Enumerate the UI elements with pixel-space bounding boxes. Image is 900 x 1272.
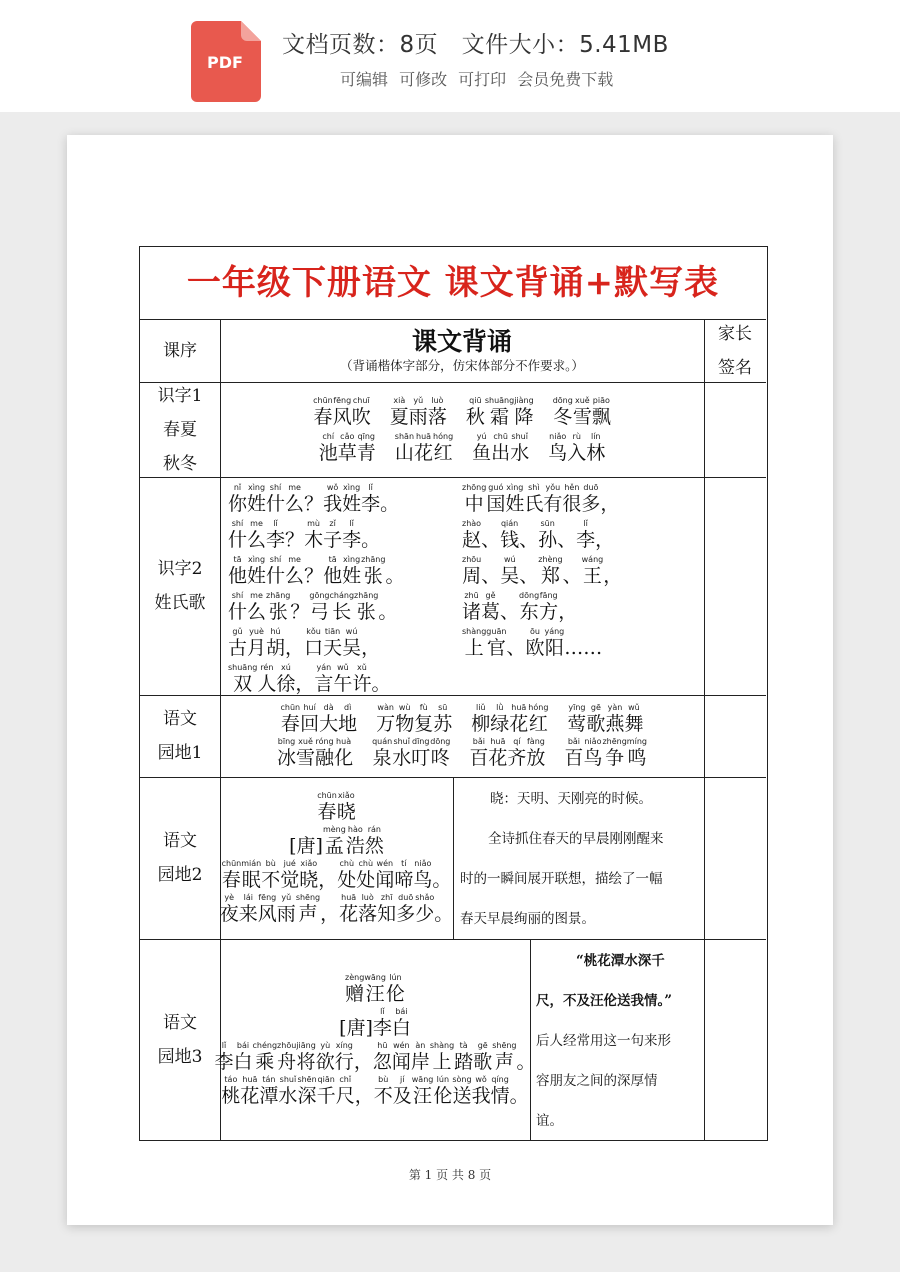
ruby-char: tiān 天 <box>323 627 343 659</box>
ruby-char: ， <box>295 673 315 695</box>
ruby-char: yǔ 雨 <box>276 893 296 925</box>
ruby-char: xǔ 许 <box>352 663 372 695</box>
ruby-char: tā 他 <box>228 555 248 587</box>
ruby-char: shuāng 霜 <box>484 395 515 428</box>
ruby-char: lǐ 李 <box>214 1040 234 1073</box>
ruby-char: hóng 红 <box>528 703 549 735</box>
ruby-char: huí 回 <box>300 703 320 735</box>
ruby-char: lín 林 <box>586 431 606 464</box>
ruby-char: tà 踏 <box>454 1040 474 1073</box>
ruby-char: zhī 知 <box>377 893 397 925</box>
ruby-line <box>462 483 700 515</box>
row2-right-verse <box>462 483 700 693</box>
ruby-char: wǔ 舞 <box>624 703 644 735</box>
ruby-char: ， <box>600 493 620 515</box>
header-order: 课序 <box>163 340 197 361</box>
row4-poem <box>220 779 453 937</box>
ruby-char: rán 然 <box>364 825 384 857</box>
ruby-char: hū 忽 <box>372 1040 392 1073</box>
ruby-char: 、 <box>500 601 520 623</box>
ruby-char: qiān 千 <box>316 1074 336 1107</box>
ruby-char: ？ <box>290 601 310 623</box>
row3-content <box>220 695 704 777</box>
row1-label: 识字1 春夏 秋冬 <box>157 385 203 474</box>
ruby-char: lún 伦 <box>385 972 405 1005</box>
ruby-char: ， <box>354 1084 374 1107</box>
ruby-char: zhāng 张 <box>354 591 379 623</box>
ruby-char: huā 花 <box>240 1074 260 1107</box>
ruby-char: wāng 汪 <box>411 1074 434 1107</box>
ruby-char: shēn 深 <box>297 1074 317 1107</box>
ruby-char: qīng 青 <box>356 431 376 464</box>
ruby-char: lǐ 李 <box>372 1006 392 1039</box>
ruby-char: jué 觉 <box>280 859 300 891</box>
ruby-char: wǒ 我 <box>323 483 343 515</box>
ruby-char: tā 他 <box>323 555 343 587</box>
ruby-char: xìng 姓 <box>342 483 362 515</box>
ruby-char: huā 花 <box>339 893 359 925</box>
ruby-char: xìng 姓 <box>342 555 362 587</box>
ruby-char: ōu 欧 <box>525 627 545 659</box>
ruby-char: dà 大 <box>319 703 339 735</box>
ruby-char: xuě 雪 <box>296 737 316 769</box>
ruby-char: xíng 行 <box>334 1040 354 1073</box>
ruby-char: bái 白 <box>233 1040 253 1073</box>
poem-title <box>345 973 405 1005</box>
ruby-char: me 么 <box>285 483 305 515</box>
ruby-char: chūn 春 <box>313 395 333 428</box>
poem-author <box>339 1007 411 1039</box>
ruby-char: quán 泉 <box>372 737 393 769</box>
ruby-char: zhào 赵 <box>462 519 482 551</box>
ruby-char: me 么 <box>247 519 267 551</box>
ruby-char: liǔ 柳 <box>471 703 491 735</box>
ruby-char: ， <box>361 637 381 659</box>
ruby-char: qián 钱 <box>500 519 520 551</box>
ruby-char: chéng 乘 <box>252 1040 278 1073</box>
ruby-char: shí 什 <box>266 555 286 587</box>
recitation-table <box>139 246 768 1141</box>
ruby-line <box>228 555 458 587</box>
ruby-char: wú 吴 <box>342 627 362 659</box>
ruby-char: bǎi 百 <box>469 737 489 769</box>
ruby-char: zhōng 中 <box>462 483 487 515</box>
ruby-char: zhōu 舟 <box>277 1040 297 1073</box>
svg-text:PDF: PDF <box>207 53 243 72</box>
ruby-char: wáng 王 <box>581 555 604 587</box>
ruby-char: yù 欲 <box>315 1040 335 1073</box>
ruby-char: yǔ 雨 <box>408 395 428 428</box>
ruby-char: mù 木 <box>304 519 324 551</box>
row2-left-verse <box>228 483 458 693</box>
ruby-char: yán 言 <box>314 663 334 695</box>
ruby-char: bīng 冰 <box>277 737 297 769</box>
ruby-char: zhāng 张 <box>361 555 386 587</box>
ruby-char: luò 落 <box>358 893 378 925</box>
ruby-char: huā 花 <box>509 703 529 735</box>
ruby-line <box>462 519 700 551</box>
ruby-char: 、 <box>506 637 526 659</box>
ruby-char: xìng 姓 <box>247 483 267 515</box>
ruby-char: 、 <box>562 565 582 587</box>
ruby-char: sū 苏 <box>433 703 453 735</box>
ruby-char: lǐ 李 <box>576 519 596 551</box>
row3-label: 语文 园地1 <box>157 709 203 763</box>
ruby-char: zhū 诸 <box>462 591 482 623</box>
ruby-char: gě 葛 <box>481 591 501 623</box>
ruby-char: chūn 春 <box>317 791 337 823</box>
ruby-char: yè 夜 <box>219 893 239 925</box>
ruby-char: shí 什 <box>228 591 248 623</box>
ruby-char: shuǐ 水 <box>392 737 412 769</box>
ruby-char: lǐ 李 <box>361 483 381 515</box>
ruby-char: fàng 放 <box>526 737 546 769</box>
row2-label: 识字2 姓氏歌 <box>154 559 206 613</box>
ruby-char: chū 出 <box>491 431 511 464</box>
ruby-char: ， <box>353 1050 373 1073</box>
row5-note: “桃花潭水深千 尺，不及汪伦送我情。” 后人经常用这一句来形 容朋友之间的深厚情 谊。 <box>536 953 673 1129</box>
ruby-char: wǔ 午 <box>333 663 353 695</box>
download-info-bar <box>0 0 900 112</box>
ruby-char: huā 花 <box>414 431 434 464</box>
ruby-line <box>277 737 647 769</box>
ruby-line <box>228 627 458 659</box>
ruby-char: rén 人 <box>257 663 277 695</box>
ruby-char: chūn 春 <box>221 859 242 891</box>
ruby-char: cǎo 草 <box>337 431 357 464</box>
ruby-char: xú 徐 <box>276 663 296 695</box>
ruby-char: shí 什 <box>266 483 286 515</box>
ruby-char: bǎi 百 <box>564 737 584 769</box>
ruby-char: zhāng 张 <box>266 591 291 623</box>
header-recitation-note: （背诵楷体字部分，仿宋体部分不作要求。） <box>340 357 584 373</box>
ruby-char: chǐ 尺 <box>335 1074 355 1107</box>
ruby-char: 、 <box>557 529 577 551</box>
ruby-char: mèng 孟 <box>322 825 346 857</box>
ruby-char: 。 <box>371 673 391 695</box>
ruby-char: jí 及 <box>392 1074 412 1107</box>
ruby-char: shēng 声 <box>295 893 321 925</box>
ruby-char: lún 伦 <box>433 1074 453 1107</box>
ruby-char: 。 <box>361 529 381 551</box>
ruby-char: xìng 姓 <box>505 483 525 515</box>
ruby-char <box>452 703 471 735</box>
ruby-char <box>447 396 466 428</box>
row5-label: 语文 园地3 <box>157 1012 203 1067</box>
ruby-line <box>313 396 611 428</box>
ruby-char: wǒ 我 <box>471 1074 491 1107</box>
ruby-char: …… <box>564 637 603 659</box>
ruby-char: niǎo 鸟 <box>413 859 433 891</box>
ruby-char: yú 鱼 <box>472 431 492 464</box>
ruby-char: wén 闻 <box>391 1040 411 1073</box>
ruby-char <box>450 737 469 769</box>
ruby-char: wàn 万 <box>376 703 396 735</box>
ruby-char: guó 国 <box>486 483 506 515</box>
row1-content <box>220 382 704 477</box>
ruby-line <box>228 483 458 515</box>
ruby-char: huā 花 <box>488 737 508 769</box>
ruby-char: shì 氏 <box>524 483 544 515</box>
ruby-char: jiàng 降 <box>514 395 534 428</box>
ruby-char: me 么 <box>285 555 305 587</box>
ruby-char: lái 来 <box>238 893 258 925</box>
ruby-char: cháng 长 <box>329 591 355 623</box>
ruby-char: ， <box>603 565 623 587</box>
ruby-char: 、 <box>481 529 501 551</box>
ruby-char: shuǐ 水 <box>510 431 530 464</box>
ruby-char: ， <box>318 869 338 891</box>
ruby-char: qí 齐 <box>507 737 527 769</box>
ruby-char <box>534 396 553 428</box>
pdf-file-icon <box>191 21 261 102</box>
header-recitation-title: 课文背诵 <box>411 326 512 356</box>
ruby-char: chù 处 <box>337 859 357 891</box>
ruby-char: ？ <box>285 529 305 551</box>
ruby-char: xìng 姓 <box>247 555 267 587</box>
ruby-char: gē 歌 <box>473 1040 493 1073</box>
ruby-char: dōng 东 <box>519 591 540 623</box>
ruby-line <box>319 432 606 464</box>
ruby-char: 。 <box>385 565 405 587</box>
ruby-char: yīng 莺 <box>567 703 587 735</box>
ruby-char: lǜ 绿 <box>490 703 510 735</box>
ruby-char: fāng 方 <box>539 591 559 623</box>
ruby-char <box>353 737 372 769</box>
ruby-char: shí 什 <box>228 519 248 551</box>
ruby-char: dīng 叮 <box>411 737 431 769</box>
ruby-char: gōng 弓 <box>309 591 330 623</box>
ruby-char: [唐] <box>339 1016 373 1039</box>
ruby-char: zhèng 郑 <box>538 555 563 587</box>
ruby-char: xiǎo 晓 <box>299 859 319 891</box>
row4-note: 晓：天明、天刚亮的时候。 全诗抓住春天的早晨刚刚醒来 时的一瞬间展开联想，描绘了一幅 春天早晨绚丽的图景。 <box>460 791 664 927</box>
ruby-char: zhēng 争 <box>602 737 627 769</box>
ruby-line <box>462 591 700 623</box>
ruby-char: wén 闻 <box>375 859 395 891</box>
ruby-char: hóng 红 <box>433 431 454 464</box>
ruby-char <box>357 703 376 735</box>
row4-label: 语文 园地2 <box>157 831 203 885</box>
ruby-line <box>220 893 454 925</box>
document-features: 可编辑 可修改 可打印 会员免费下载 <box>340 70 614 89</box>
ruby-char: niǎo 鸟 <box>583 737 603 769</box>
ruby-char: àn 岸 <box>410 1040 430 1073</box>
ruby-char: yàn 燕 <box>605 703 625 735</box>
ruby-char: luò 落 <box>427 395 447 428</box>
ruby-char: niǎo 鸟 <box>548 431 568 464</box>
table-title: 一年级下册语文 课文背诵+默写表 <box>186 263 720 303</box>
ruby-line <box>222 859 452 891</box>
poem-title <box>317 791 356 823</box>
ruby-char: dōng 冬 <box>552 395 573 428</box>
ruby-char: wù 物 <box>395 703 415 735</box>
ruby-char: 。 <box>434 903 454 925</box>
ruby-char: dì 地 <box>338 703 358 735</box>
ruby-char: 。 <box>516 1050 536 1073</box>
ruby-char: dōng 咚 <box>430 737 451 769</box>
ruby-char: 、 <box>519 529 539 551</box>
ruby-char <box>376 432 395 464</box>
ruby-char: chù 处 <box>356 859 376 891</box>
ruby-char: chí 池 <box>318 431 338 464</box>
ruby-char: shuāng 双 <box>228 663 258 695</box>
ruby-char: guān 官 <box>486 627 507 659</box>
ruby-char: duō 多 <box>581 483 601 515</box>
ruby-line <box>228 663 458 695</box>
ruby-char: chūn 春 <box>280 703 301 735</box>
ruby-char: chuī 吹 <box>351 395 371 428</box>
ruby-char: zhōu 周 <box>462 555 482 587</box>
ruby-line <box>221 1075 528 1107</box>
ruby-char: rù 入 <box>567 431 587 464</box>
ruby-char: kǒu 口 <box>304 627 324 659</box>
ruby-char: huà 化 <box>334 737 354 769</box>
page-number: 第 1 页 共 8 页 <box>408 1168 492 1182</box>
ruby-char <box>545 737 564 769</box>
ruby-char: gǔ 古 <box>228 627 248 659</box>
ruby-char: sūn 孙 <box>538 519 558 551</box>
ruby-char <box>529 432 548 464</box>
ruby-char: shēng 声 <box>492 1040 517 1073</box>
ruby-char: shuǐ 水 <box>278 1074 298 1107</box>
header-parent-signature: 家长 签名 <box>718 323 752 378</box>
ruby-line <box>281 703 644 735</box>
ruby-char: ， <box>320 903 340 925</box>
ruby-char: 。 <box>432 869 452 891</box>
poem-author <box>289 825 384 857</box>
ruby-char: shàng 上 <box>429 1040 455 1073</box>
ruby-char: yáng 阳 <box>544 627 565 659</box>
ruby-line <box>228 519 458 551</box>
ruby-char: zèng 赠 <box>345 972 365 1005</box>
header-recitation <box>220 319 704 382</box>
ruby-char <box>548 703 567 735</box>
ruby-char: ， <box>595 529 615 551</box>
ruby-char: wāng 汪 <box>364 972 386 1005</box>
ruby-char: bù 不 <box>261 859 281 891</box>
ruby-char: zǐ 子 <box>323 519 343 551</box>
ruby-char: [唐] <box>289 835 323 857</box>
ruby-char: yǒu 有 <box>543 483 563 515</box>
ruby-char: shǎo 少 <box>415 893 435 925</box>
ruby-char: nǐ 你 <box>228 483 248 515</box>
ruby-char: ， <box>558 601 578 623</box>
ruby-char: hěn 很 <box>562 483 582 515</box>
ruby-char: bái 白 <box>391 1006 411 1039</box>
ruby-char: míng 鸣 <box>626 737 647 769</box>
ruby-char: ？ <box>304 493 324 515</box>
ruby-char: shàng 上 <box>462 627 487 659</box>
ruby-char <box>453 432 472 464</box>
ruby-char <box>371 396 390 428</box>
ruby-char: lǐ 李 <box>342 519 362 551</box>
ruby-char: 、 <box>481 565 501 587</box>
ruby-char: ？ <box>304 565 324 587</box>
ruby-line <box>462 555 700 587</box>
ruby-char: piāo 飘 <box>591 395 611 428</box>
ruby-char: 。 <box>509 1084 529 1107</box>
ruby-char: duō 多 <box>396 893 416 925</box>
ruby-char: qíng 情 <box>490 1074 510 1107</box>
ruby-char: fēng 风 <box>332 395 352 428</box>
ruby-char: mián 眠 <box>241 859 262 891</box>
ruby-line <box>462 627 700 659</box>
ruby-char: hú 胡 <box>266 627 286 659</box>
ruby-char: me 么 <box>247 591 267 623</box>
ruby-char: táo 桃 <box>221 1074 241 1107</box>
ruby-char: xiǎo 晓 <box>336 791 356 823</box>
ruby-char: 。 <box>380 493 400 515</box>
ruby-char: hào 浩 <box>345 825 365 857</box>
ruby-char: 。 <box>378 601 398 623</box>
ruby-char: wú 吴 <box>500 555 520 587</box>
ruby-char: lǐ 李 <box>266 519 286 551</box>
ruby-char: sòng 送 <box>452 1074 472 1107</box>
ruby-char: gē 歌 <box>586 703 606 735</box>
ruby-line <box>214 1041 535 1073</box>
ruby-char: tán 潭 <box>259 1074 279 1107</box>
ruby-char: xuě 雪 <box>572 395 592 428</box>
ruby-char: shān 山 <box>394 431 415 464</box>
row5-poem <box>214 941 536 1138</box>
ruby-char: xià 夏 <box>389 395 409 428</box>
ruby-char: ， <box>285 637 305 659</box>
ruby-char: yuè 月 <box>247 627 267 659</box>
document-meta: 文档页数：8页 文件大小：5.41MB <box>282 32 669 58</box>
ruby-char: róng 融 <box>315 737 335 769</box>
ruby-char: qiū 秋 <box>465 395 485 428</box>
ruby-char: bù 不 <box>373 1074 393 1107</box>
ruby-char: jiāng 将 <box>296 1040 316 1073</box>
ruby-char: fēng 风 <box>257 893 277 925</box>
ruby-char: tí 啼 <box>394 859 414 891</box>
ruby-char: 、 <box>519 565 539 587</box>
ruby-line <box>228 591 458 623</box>
ruby-char: fù 复 <box>414 703 434 735</box>
